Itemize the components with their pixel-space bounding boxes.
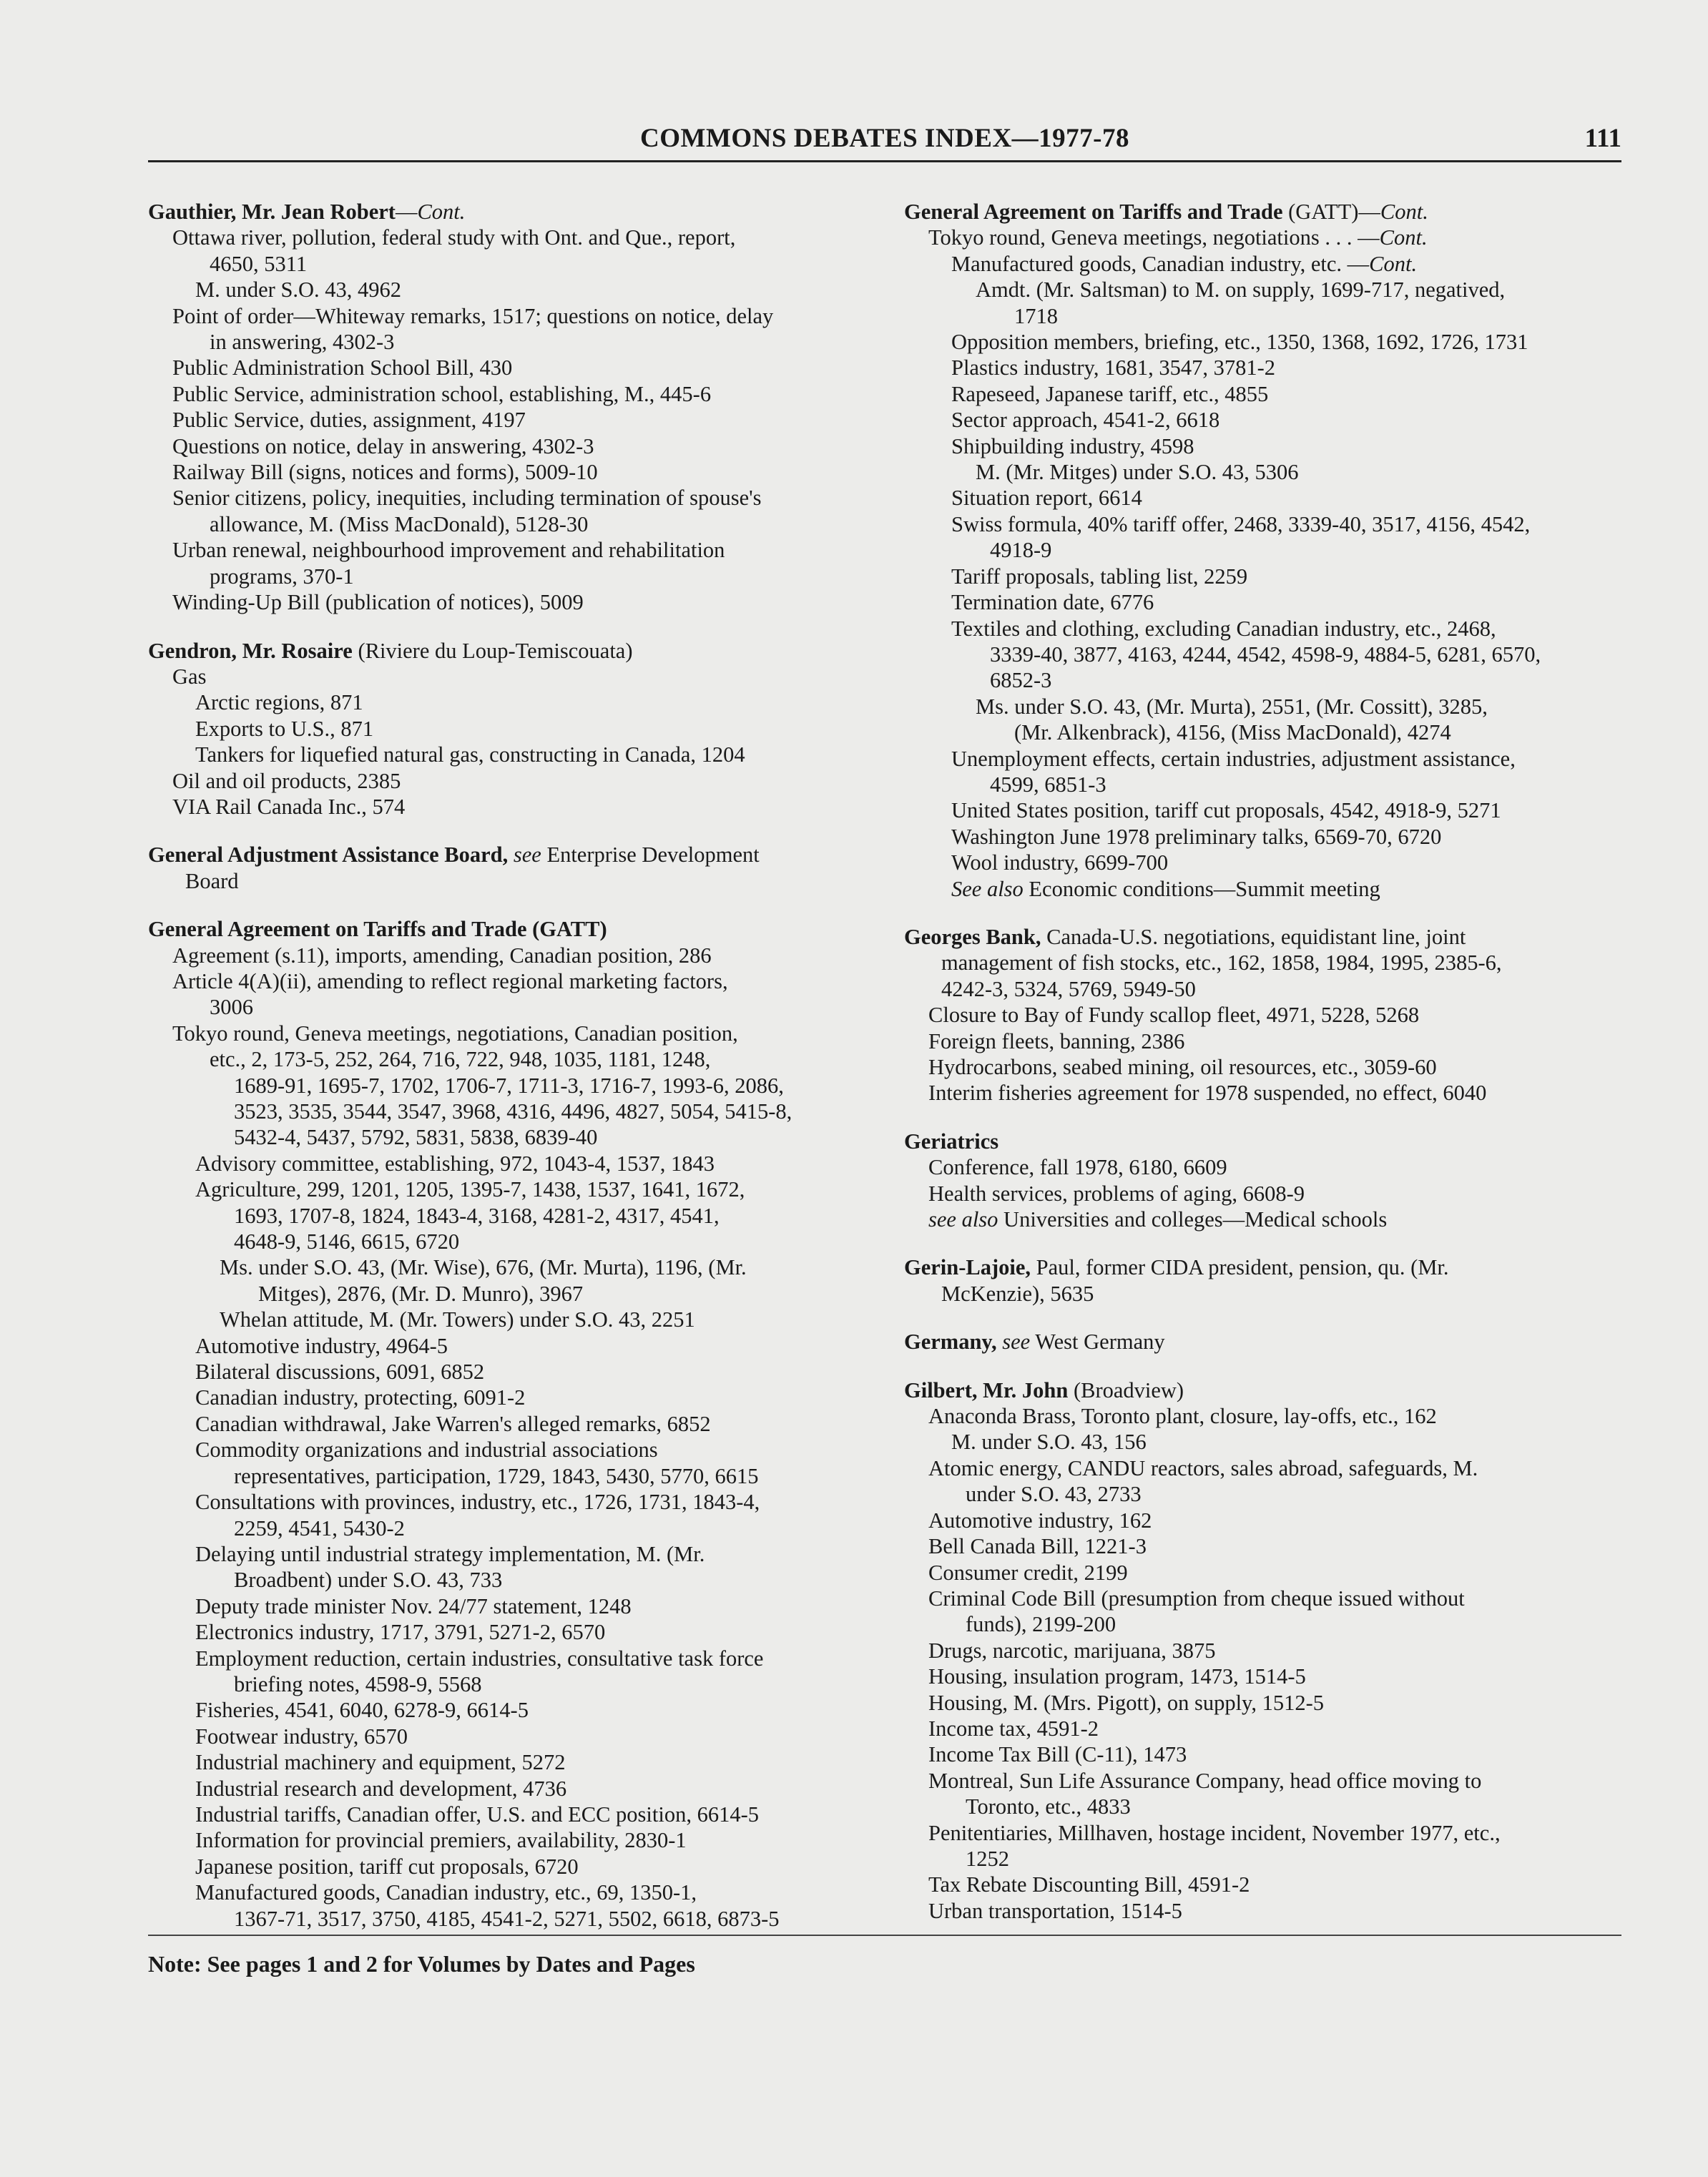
- entry-heading: General Agreement on Tariffs and Trade (GATT): [148, 917, 607, 942]
- entry-text: Oil and oil products, 2385: [172, 768, 401, 793]
- entry-heading-line: [904, 1129, 1626, 1154]
- entry-subline: [904, 1820, 1626, 1846]
- entry-text: Tariff proposals, tabling list, 2259: [951, 564, 1248, 589]
- entry-subline: [904, 1429, 1626, 1455]
- entry-text: 5432-4, 5437, 5792, 5831, 5838, 6839-40: [234, 1125, 598, 1150]
- entry-text: Swiss formula, 40% tariff offer, 2468, 3339-40, 3517, 4156, 4542,: [951, 511, 1531, 536]
- index-entry: [904, 1254, 1626, 1307]
- entry-text: Public Service, administration school, establishing, M., 445-6: [172, 381, 712, 406]
- italic-text: see: [1002, 1330, 1031, 1355]
- entry-text: 3523, 3535, 3544, 3547, 3968, 4316, 4496, 4827, 5054, 5415-8,: [234, 1099, 792, 1124]
- entry-text: United States position, tariff cut proposals, 4542, 4918-9, 5271: [951, 798, 1501, 823]
- entry-subline: [904, 329, 1626, 355]
- entry-subline: [148, 1281, 870, 1307]
- entry-text: Shipbuilding industry, 4598: [951, 433, 1194, 458]
- entry-text: (Broadview): [1068, 1377, 1184, 1402]
- entry-text: M. (Mr. Mitges) under S.O. 43, 5306: [976, 460, 1299, 485]
- entry-text: —: [395, 200, 418, 224]
- entry-subline: [148, 1411, 870, 1437]
- entry-text: briefing notes, 4598-9, 5568: [234, 1671, 482, 1696]
- entry-text: Enterprise Development: [541, 842, 760, 868]
- entry-subline: [148, 1124, 870, 1150]
- entry-heading-line: [904, 924, 1626, 950]
- entry-subline: [148, 1046, 870, 1072]
- footer-divider: [148, 1935, 1621, 1936]
- entry-text: Bilateral discussions, 6091, 6852: [195, 1360, 485, 1385]
- entry-text: Tankers for liquefied natural gas, constructing in Canada, 1204: [195, 742, 745, 767]
- entry-subline: [904, 1872, 1626, 1897]
- entry-text: 4599, 6851-3: [990, 772, 1106, 797]
- index-entry: [148, 916, 870, 1932]
- page-header: [148, 123, 1621, 162]
- entry-text: Ottawa river, pollution, federal study with Ont. and Que., report,: [172, 225, 736, 250]
- index-entry: [904, 1329, 1626, 1355]
- footer-note: Note: See pages 1 and 2 for Volumes by Dates and Pages: [148, 1951, 695, 1977]
- entry-subline: [904, 589, 1626, 615]
- entry-subline: [904, 459, 1626, 485]
- entry-text: 6852-3: [990, 668, 1052, 693]
- index-entry: [904, 924, 1626, 1106]
- entry-subline: [904, 225, 1626, 250]
- entry-text: (Mr. Alkenbrack), 4156, (Miss MacDonald), 4274: [1014, 720, 1451, 745]
- entry-subline: [904, 303, 1626, 329]
- entry-subline: [904, 1281, 1626, 1307]
- entry-text: Deputy trade minister Nov. 24/77 statement, 1248: [195, 1593, 632, 1618]
- entry-text: Canada-U.S. negotiations, equidistant line, joint: [1041, 924, 1466, 949]
- entry-text: Railway Bill (signs, notices and forms), 5009-10: [172, 460, 598, 485]
- entry-subline: [148, 1437, 870, 1463]
- entry-subline: [148, 1724, 870, 1749]
- entry-text: M. under S.O. 43, 156: [951, 1430, 1147, 1455]
- entry-text: Termination date, 6776: [951, 590, 1154, 615]
- entry-text: 4242-3, 5324, 5769, 5949-50: [941, 976, 1196, 1001]
- index-entry: [904, 1377, 1626, 1925]
- entry-heading-line: [904, 199, 1626, 225]
- entry-text: Canadian withdrawal, Jake Warren's alleged remarks, 6852: [195, 1411, 711, 1436]
- entry-subline: [148, 433, 870, 459]
- entry-subline: [904, 1455, 1626, 1481]
- entry-text: Canadian industry, protecting, 6091-2: [195, 1385, 526, 1410]
- entry-subline: [148, 1359, 870, 1385]
- italic-text: Cont.: [1379, 225, 1428, 250]
- entry-text: Conference, fall 1978, 6180, 6609: [928, 1155, 1227, 1180]
- entry-text: Ms. under S.O. 43, (Mr. Murta), 2551, (Mr. Cossitt), 3285,: [976, 694, 1488, 719]
- entry-text: Washington June 1978 preliminary talks, 6569-70, 6720: [951, 824, 1442, 849]
- entry-text: Montreal, Sun Life Assurance Company, head office moving to: [928, 1768, 1482, 1793]
- entry-text: Commodity organizations and industrial associations: [195, 1438, 658, 1463]
- entry-heading-line: [904, 1377, 1626, 1403]
- entry-text: Industrial machinery and equipment, 5272: [195, 1750, 566, 1775]
- entry-text: Footwear industry, 6570: [195, 1724, 408, 1749]
- entry-text: Textiles and clothing, excluding Canadian industry, etc., 2468,: [951, 616, 1496, 641]
- entry-text: Agreement (s.11), imports, amending, Canadian position, 286: [172, 943, 712, 968]
- entry-subline: [904, 1154, 1626, 1180]
- entry-subline: [904, 511, 1626, 537]
- entry-heading: General Agreement on Tariffs and Trade: [904, 200, 1283, 224]
- running-title: COMMONS DEBATES INDEX—1977-78: [640, 124, 1129, 153]
- entry-text: 3006: [210, 995, 253, 1020]
- entry-heading: Geriatrics: [904, 1129, 999, 1154]
- entry-text: Income tax, 4591-2: [928, 1716, 1099, 1741]
- entry-subline: [148, 1099, 870, 1124]
- entry-text: Amdt. (Mr. Saltsman) to M. on supply, 1699-717, negatived,: [976, 277, 1506, 303]
- entry-subline: [148, 768, 870, 794]
- entry-text: Criminal Code Bill (presumption from cheque issued without: [928, 1586, 1465, 1611]
- entry-subline: [904, 537, 1626, 563]
- entry-text: Fisheries, 4541, 6040, 6278-9, 6614-5: [195, 1698, 529, 1723]
- entry-heading-line: [904, 1254, 1626, 1280]
- entry-text: Public Administration School Bill, 430: [172, 355, 513, 380]
- entry-text: Income Tax Bill (C-11), 1473: [928, 1742, 1187, 1767]
- entry-text: Automotive industry, 4964-5: [195, 1333, 448, 1358]
- entry-subline: [148, 1489, 870, 1515]
- entry-text: Anaconda Brass, Toronto plant, closure, lay-offs, etc., 162: [928, 1404, 1437, 1429]
- entry-subline: [904, 1638, 1626, 1664]
- entry-text: Consumer credit, 2199: [928, 1560, 1128, 1585]
- entry-subline: [904, 1080, 1626, 1106]
- entry-subline: [904, 407, 1626, 433]
- entry-subline: [148, 716, 870, 742]
- entry-text: Arctic regions, 871: [195, 690, 363, 715]
- entry-subline: [148, 1802, 870, 1827]
- entry-subline: [148, 589, 870, 615]
- entry-subline: [148, 1463, 870, 1489]
- entry-subline: [148, 664, 870, 689]
- entry-subline: [148, 1906, 870, 1932]
- entry-subline: [904, 485, 1626, 511]
- entry-subline: [904, 1690, 1626, 1716]
- entry-subline: [904, 251, 1626, 277]
- entry-subline: [148, 355, 870, 380]
- entry-subline: [148, 1541, 870, 1567]
- entry-subline: [904, 976, 1626, 1002]
- entry-subline: [148, 1307, 870, 1332]
- entry-text: Manufactured goods, Canadian industry, etc. —: [951, 251, 1370, 276]
- entry-text: Japanese position, tariff cut proposals, 6720: [195, 1854, 579, 1879]
- entry-text: Situation report, 6614: [951, 486, 1142, 511]
- entry-text: 2259, 4541, 5430-2: [234, 1515, 405, 1540]
- entry-subline: [148, 1567, 870, 1593]
- entry-subline: [904, 746, 1626, 772]
- italic-text: Cont.: [1369, 251, 1418, 276]
- entry-subline: [148, 1697, 870, 1723]
- entry-text: Penitentiaries, Millhaven, hostage incident, November 1977, etc.,: [928, 1820, 1501, 1845]
- entry-text: Electronics industry, 1717, 3791, 5271-2, 6570: [195, 1620, 606, 1645]
- entry-text: (Riviere du Loup-Temiscouata): [352, 638, 633, 663]
- entry-subline: [148, 1646, 870, 1671]
- entry-text: Housing, M. (Mrs. Pigott), on supply, 1512-5: [928, 1690, 1324, 1715]
- italic-text: Cont.: [417, 200, 466, 224]
- entry-subline: [904, 1794, 1626, 1819]
- entry-subline: [148, 1671, 870, 1697]
- entry-subline: [904, 616, 1626, 642]
- index-entry: [904, 1129, 1626, 1233]
- entry-text: allowance, M. (Miss MacDonald), 5128-30: [210, 511, 589, 536]
- entry-text: Urban renewal, neighbourhood improvement and rehabilitation: [172, 538, 725, 563]
- entry-text: 3339-40, 3877, 4163, 4244, 4542, 4598-9, 4884-5, 6281, 6570,: [990, 642, 1541, 667]
- entry-subline: [148, 277, 870, 303]
- left-index-column: [148, 199, 870, 1954]
- entry-subline: [148, 1515, 870, 1541]
- entry-text: Advisory committee, establishing, 972, 1043-4, 1537, 1843: [195, 1151, 715, 1176]
- entry-subline: [904, 1002, 1626, 1028]
- entry-text: Industrial research and development, 4736: [195, 1776, 567, 1801]
- entry-text: Universities and colleges—Medical schools: [998, 1207, 1388, 1232]
- entry-text: Wool industry, 6699-700: [951, 850, 1169, 875]
- entry-subline: [904, 1716, 1626, 1741]
- entry-subline: [148, 794, 870, 820]
- entry-text: Gas: [172, 664, 207, 689]
- entry-subline: [904, 1611, 1626, 1637]
- entry-subline: [148, 564, 870, 589]
- entry-subline: [904, 850, 1626, 875]
- entry-heading: Gauthier, Mr. Jean Robert: [148, 200, 396, 224]
- entry-subline: [148, 1176, 870, 1202]
- entry-subline: [904, 1403, 1626, 1429]
- entry-subline: [904, 277, 1626, 303]
- entry-subline: [904, 1664, 1626, 1689]
- entry-subline: [904, 1586, 1626, 1611]
- right-index-column: [904, 199, 1626, 1946]
- entry-subline: [148, 459, 870, 485]
- entry-text: Foreign fleets, banning, 2386: [928, 1028, 1185, 1053]
- entry-subline: [148, 868, 870, 894]
- entry-text: M. under S.O. 43, 4962: [195, 277, 402, 303]
- entry-text: Drugs, narcotic, marijuana, 3875: [928, 1638, 1216, 1663]
- entry-subline: [904, 1508, 1626, 1533]
- entry-subline: [148, 1203, 870, 1229]
- entry-text: VIA Rail Canada Inc., 574: [172, 794, 406, 819]
- entry-subline: [904, 1533, 1626, 1559]
- entry-subline: [904, 1741, 1626, 1767]
- entry-text: Senior citizens, policy, inequities, including termination of spouse's: [172, 486, 762, 511]
- entry-text: Atomic energy, CANDU reactors, sales abroad, safeguards, M.: [928, 1455, 1478, 1480]
- entry-heading-line: [148, 199, 870, 225]
- italic-text: see: [513, 842, 541, 868]
- entry-text: McKenzie), 5635: [941, 1281, 1094, 1306]
- entry-text: Bell Canada Bill, 1221-3: [928, 1534, 1147, 1559]
- entry-subline: [148, 1749, 870, 1775]
- entry-text: 1693, 1707-8, 1824, 1843-4, 3168, 4281-2, 4317, 4541,: [234, 1203, 720, 1228]
- entry-heading: Germany,: [904, 1330, 997, 1355]
- entry-subline: [904, 564, 1626, 589]
- entry-text: Whelan attitude, M. (Mr. Towers) under S.O. 43, 2251: [220, 1307, 695, 1332]
- entry-subline: [904, 667, 1626, 693]
- entry-text: (GATT)—: [1282, 200, 1380, 224]
- entry-text: Automotive industry, 162: [928, 1508, 1152, 1533]
- entry-subline: [904, 355, 1626, 380]
- entry-subline: [148, 1333, 870, 1359]
- entry-text: Mitges), 2876, (Mr. D. Munro), 3967: [258, 1281, 584, 1306]
- entry-subline: [904, 824, 1626, 850]
- entry-subline: [148, 329, 870, 355]
- entry-subline: [904, 433, 1626, 459]
- entry-text: Delaying until industrial strategy implementation, M. (Mr.: [195, 1541, 705, 1566]
- entry-heading-line: [148, 842, 870, 868]
- entry-text: Economic conditions—Summit meeting: [1023, 876, 1380, 901]
- page-number: 111: [1584, 124, 1621, 153]
- entry-text: Board: [185, 868, 239, 893]
- entry-heading-line: [148, 638, 870, 664]
- entry-subline: [148, 1073, 870, 1099]
- entry-text: Consultations with provinces, industry, etc., 1726, 1731, 1843-4,: [195, 1490, 760, 1515]
- entry-subline: [148, 689, 870, 715]
- entry-subline: [904, 1028, 1626, 1054]
- entry-subline: [904, 1481, 1626, 1507]
- entry-text: Toronto, etc., 4833: [966, 1794, 1131, 1819]
- entry-subline: [904, 772, 1626, 797]
- entry-text: in answering, 4302-3: [210, 330, 395, 355]
- index-entry: [904, 199, 1626, 902]
- entry-subline: [148, 968, 870, 994]
- entry-subline: [904, 1054, 1626, 1080]
- entry-subline: [148, 1776, 870, 1802]
- entry-subline: [148, 1385, 870, 1410]
- entry-heading: Gilbert, Mr. John: [904, 1377, 1069, 1402]
- entry-subline: [904, 1207, 1626, 1232]
- entry-subline: [148, 485, 870, 511]
- entry-text: programs, 370-1: [210, 564, 354, 589]
- entry-subline: [904, 950, 1626, 976]
- entry-subline: [148, 1854, 870, 1879]
- entry-text: Information for provincial premiers, availability, 2830-1: [195, 1828, 687, 1853]
- entry-text: Interim fisheries agreement for 1978 suspended, no effect, 6040: [928, 1081, 1487, 1106]
- entry-text: Winding-Up Bill (publication of notices), 5009: [172, 590, 584, 615]
- entry-text: Manufactured goods, Canadian industry, etc., 69, 1350-1,: [195, 1880, 697, 1905]
- entry-subline: [148, 1021, 870, 1046]
- entry-text: Public Service, duties, assignment, 4197: [172, 408, 526, 433]
- entry-subline: [904, 694, 1626, 719]
- entry-subline: [148, 303, 870, 329]
- entry-subline: [904, 1846, 1626, 1872]
- entry-heading: Georges Bank,: [904, 924, 1041, 949]
- entry-text: 1252: [966, 1846, 1009, 1871]
- entry-text: Opposition members, briefing, etc., 1350, 1368, 1692, 1726, 1731: [951, 330, 1528, 355]
- entry-text: Plastics industry, 1681, 3547, 3781-2: [951, 355, 1275, 380]
- entry-text: 4650, 5311: [210, 251, 308, 276]
- entry-text: Point of order—Whiteway remarks, 1517; questions on notice, delay: [172, 303, 774, 328]
- entry-subline: [148, 381, 870, 407]
- entry-subline: [148, 1254, 870, 1280]
- entry-text: 4918-9: [990, 538, 1052, 563]
- entry-text: representatives, participation, 1729, 1843, 5430, 5770, 6615: [234, 1463, 759, 1488]
- entry-subline: [904, 1181, 1626, 1207]
- entry-text: Housing, insulation program, 1473, 1514-5: [928, 1664, 1306, 1689]
- entry-subline: [904, 1768, 1626, 1794]
- entry-text: Questions on notice, delay in answering, 4302-3: [172, 433, 594, 458]
- entry-text: Ms. under S.O. 43, (Mr. Wise), 676, (Mr. Murta), 1196, (Mr.: [220, 1255, 747, 1280]
- entry-subline: [148, 943, 870, 968]
- entry-subline: [904, 1560, 1626, 1586]
- entry-text: Health services, problems of aging, 6608-9: [928, 1181, 1305, 1206]
- entry-heading: Gendron, Mr. Rosaire: [148, 638, 353, 663]
- entry-text: Tokyo round, Geneva meetings, negotiations, Canadian position,: [172, 1021, 738, 1046]
- entry-text: 4648-9, 5146, 6615, 6720: [234, 1229, 460, 1254]
- entry-heading-line: [904, 1329, 1626, 1355]
- entry-subline: [904, 1898, 1626, 1924]
- entry-text: Article 4(A)(ii), amending to reflect regional marketing factors,: [172, 968, 728, 993]
- italic-text: See also: [951, 876, 1024, 901]
- index-entry: [148, 199, 870, 616]
- entry-text: Rapeseed, Japanese tariff, etc., 4855: [951, 381, 1269, 406]
- entry-text: Sector approach, 4541-2, 6618: [951, 408, 1220, 433]
- entry-heading: Gerin-Lajoie,: [904, 1255, 1031, 1280]
- italic-text: see also: [928, 1207, 998, 1232]
- entry-text: Industrial tariffs, Canadian offer, U.S. and ECC position, 6614-5: [195, 1802, 759, 1827]
- entry-text: management of fish stocks, etc., 162, 1858, 1984, 1995, 2385-6,: [941, 950, 1502, 976]
- entry-text: Hydrocarbons, seabed mining, oil resources, etc., 3059-60: [928, 1055, 1437, 1079]
- entry-text: Tokyo round, Geneva meetings, negotiations . . . —: [928, 225, 1380, 250]
- entry-subline: [148, 1879, 870, 1905]
- entry-subline: [904, 797, 1626, 823]
- entry-text: Agriculture, 299, 1201, 1205, 1395-7, 1438, 1537, 1641, 1672,: [195, 1177, 745, 1202]
- italic-text: Cont.: [1380, 200, 1428, 224]
- entry-text: Urban transportation, 1514-5: [928, 1898, 1182, 1923]
- entry-subline: [148, 1229, 870, 1254]
- entry-text: Exports to U.S., 871: [195, 716, 374, 741]
- entry-text: etc., 2, 173-5, 252, 264, 716, 722, 948, 1035, 1181, 1248,: [210, 1047, 711, 1072]
- entry-heading: General Adjustment Assistance Board,: [148, 842, 509, 868]
- entry-subline: [904, 381, 1626, 407]
- entry-subline: [148, 225, 870, 250]
- entry-subline: [148, 1827, 870, 1853]
- entry-subline: [904, 876, 1626, 902]
- entry-text: under S.O. 43, 2733: [966, 1482, 1142, 1507]
- entry-subline: [148, 742, 870, 767]
- entry-heading-line: [148, 916, 870, 942]
- entry-text: 1367-71, 3517, 3750, 4185, 4541-2, 5271, 5502, 6618, 6873-5: [234, 1906, 780, 1931]
- entry-text: West Germany: [1030, 1330, 1165, 1355]
- entry-text: Unemployment effects, certain industries, adjustment assistance,: [951, 746, 1516, 771]
- entry-text: 1689-91, 1695-7, 1702, 1706-7, 1711-3, 1716-7, 1993-6, 2086,: [234, 1073, 784, 1098]
- entry-subline: [148, 251, 870, 277]
- entry-text: funds), 2199-200: [966, 1612, 1116, 1637]
- entry-subline: [148, 1151, 870, 1176]
- entry-subline: [148, 407, 870, 433]
- entry-text: [508, 842, 514, 867]
- entry-text: Tax Rebate Discounting Bill, 4591-2: [928, 1872, 1250, 1897]
- index-entry: [148, 638, 870, 820]
- entry-subline: [148, 511, 870, 537]
- entry-subline: [148, 994, 870, 1020]
- entry-subline: [904, 719, 1626, 745]
- entry-subline: [148, 1619, 870, 1645]
- entry-text: Broadbent) under S.O. 43, 733: [234, 1568, 503, 1593]
- entry-subline: [904, 642, 1626, 667]
- index-entry: [148, 842, 870, 894]
- entry-subline: [148, 1593, 870, 1619]
- entry-text: Closure to Bay of Fundy scallop fleet, 4971, 5228, 5268: [928, 1003, 1420, 1028]
- entry-text: 1718: [1014, 303, 1058, 328]
- entry-text: Employment reduction, certain industries, consultative task force: [195, 1646, 764, 1671]
- entry-text: Paul, former CIDA president, pension, qu. (Mr.: [1031, 1255, 1449, 1280]
- entry-subline: [148, 537, 870, 563]
